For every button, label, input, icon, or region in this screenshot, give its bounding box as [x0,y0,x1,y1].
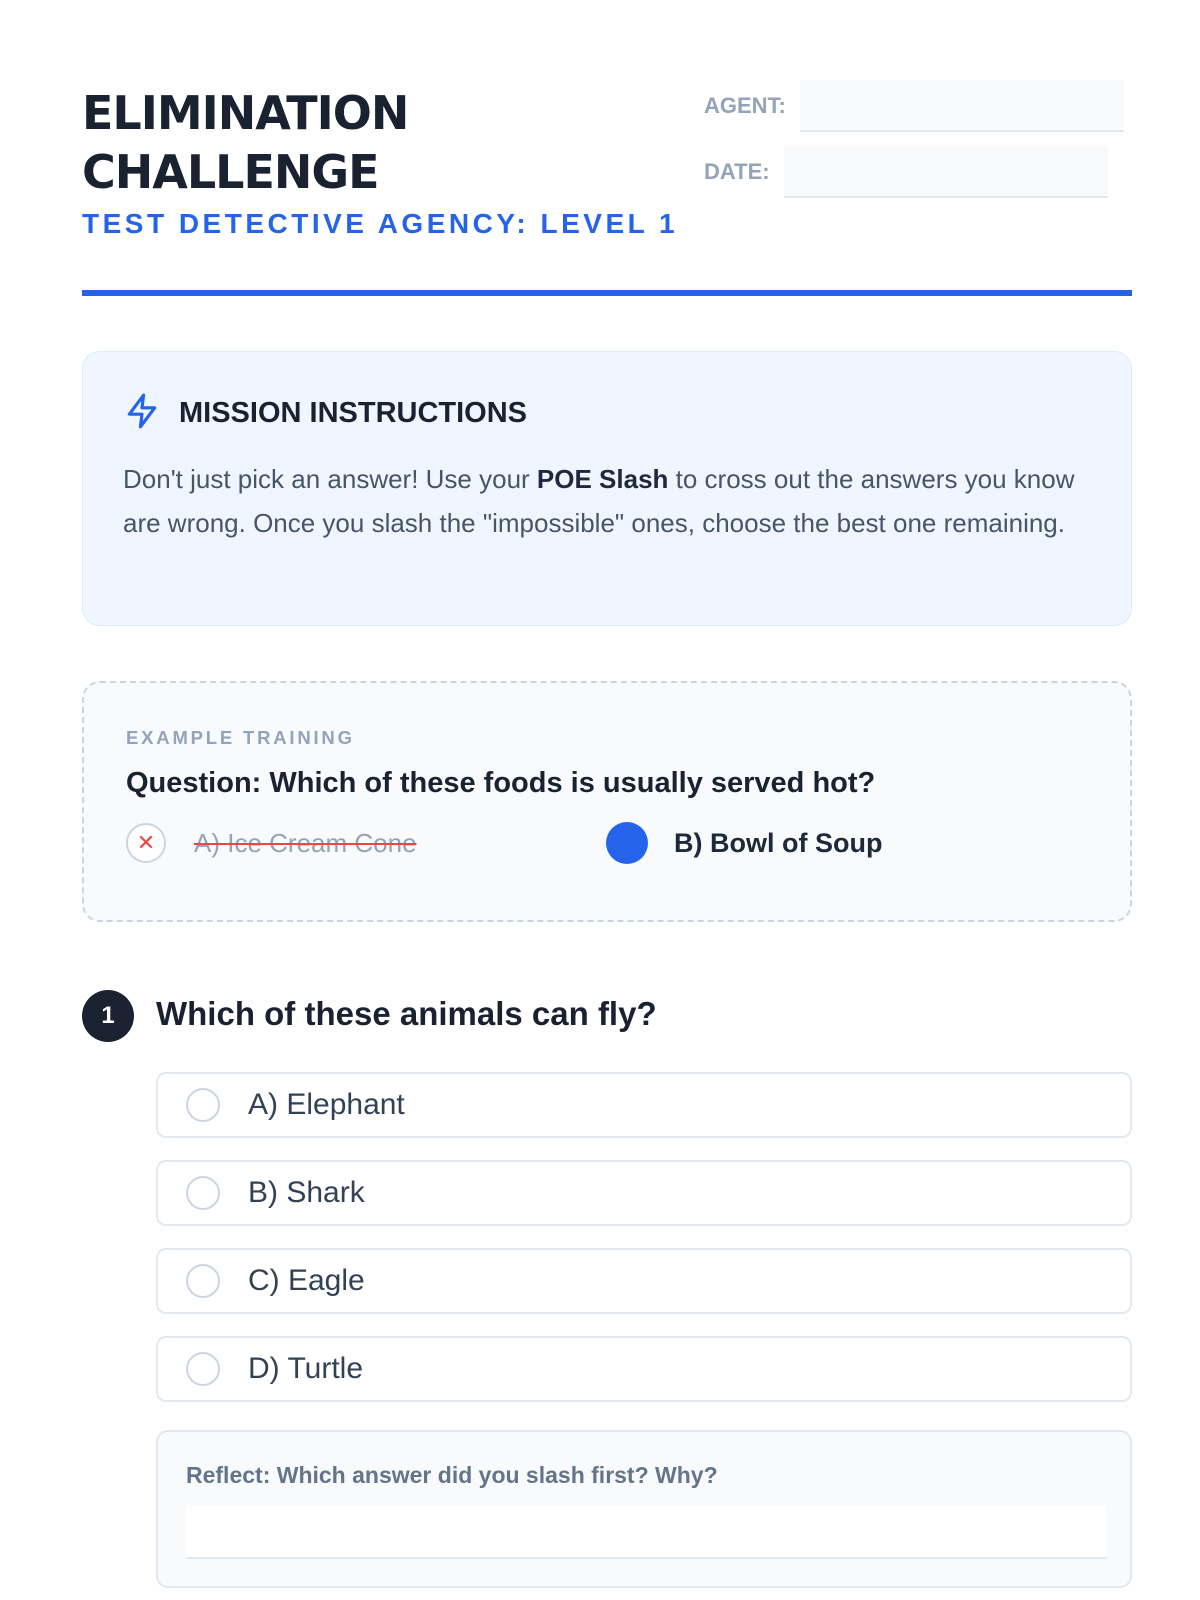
date-field[interactable] [784,146,1108,198]
instructions-text: Don't just pick an answer! Use your POE Slash to cross out the answers you know are wrong. Once you slash the "impossible" ones, choose the best one remaining. [123,464,1075,538]
answer-option-c[interactable] [156,1248,1132,1314]
example-question: Question: Which of these foods is usually served hot? [126,767,876,799]
poe-slash-term: POE Slash [536,464,669,494]
example-options [126,820,1090,866]
header-divider [82,290,1132,296]
example-option-eliminated [126,820,417,866]
eliminated-option-label: A) Ice Cream Cone [194,827,417,858]
title-line-2: CHALLENGE [82,145,379,199]
answer-option-d[interactable] [156,1336,1132,1402]
date-label: DATE: [704,159,770,184]
reflect-label: Reflect: Which answer did you slash first? Why? [186,1462,718,1488]
selected-radio-icon [606,822,648,864]
date-row [704,146,1108,198]
title-line-1: ELIMINATION [82,86,409,140]
agent-field[interactable] [800,80,1124,132]
chosen-option-label: B) Bowl of Soup [674,827,883,858]
example-label: EXAMPLE TRAINING [126,727,355,748]
option-label: D) Turtle [248,1352,364,1385]
option-label: B) Shark [248,1176,365,1209]
option-label: A) Elephant [248,1088,405,1121]
worksheet-header [82,84,1132,296]
agent-label: AGENT: [704,93,786,118]
instructions-title: MISSION INSTRUCTIONS [179,397,528,429]
question-text: Which of these animals can fly? [156,995,657,1032]
example-option-chosen [606,820,882,866]
mission-instructions-panel [82,351,1132,626]
page-subtitle: TEST DETECTIVE AGENCY: LEVEL 1 [82,208,679,239]
radio-button[interactable] [186,1088,220,1122]
answer-option-b[interactable] [156,1160,1132,1226]
option-label: C) Eagle [248,1264,365,1297]
question-number-badge: 1 [82,990,134,1042]
reflect-input[interactable] [186,1505,1106,1559]
answer-option-a[interactable] [156,1072,1132,1138]
reflect-box [156,1430,1132,1588]
radio-button[interactable] [186,1264,220,1298]
lightning-icon [123,392,161,435]
example-training-panel [82,681,1132,922]
radio-button[interactable] [186,1352,220,1386]
x-icon: ✕ [126,823,166,863]
radio-button[interactable] [186,1176,220,1210]
agent-row [704,80,1124,132]
